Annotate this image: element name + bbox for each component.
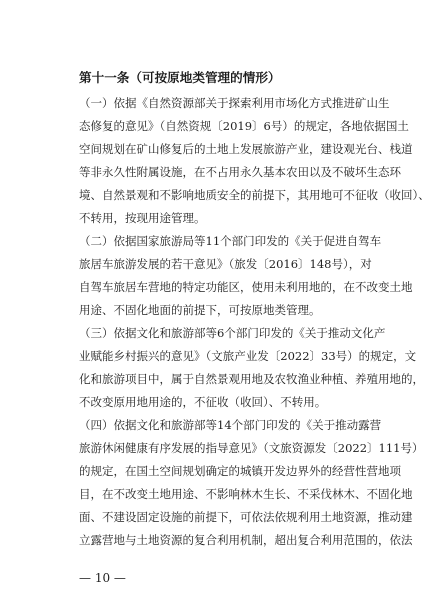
text-line: 态修复的意见》（自然资规〔2019〕6号）的规定，各地依据国土 <box>79 119 409 133</box>
text-line: 旅居车旅游发展的若干意见》（旅发〔2016〕148号），对 <box>79 257 372 271</box>
text-line: （三）依据文化和旅游部等6个部门印发的《关于推动文化产 <box>79 326 386 340</box>
text-line: 空间规划在矿山修复后的土地上发展旅游产业，建设观光台、栈道 <box>79 142 413 156</box>
text-line: （四）依据文化和旅游部等14个部门印发的《关于推动露营 <box>79 418 382 432</box>
text-line: 境、自然景观和不影响地质安全的前提下，其用地可不征收（收回）、 <box>79 188 430 202</box>
text-line: 面、不建设固定设施的前提下，可依法依规利用土地资源，推动建 <box>79 510 413 524</box>
text-line: 化和旅游项目中，属于自然景观用地及农牧渔业种植、养殖用地的， <box>79 372 424 386</box>
text-line: （一）依据《自然资源部关于探索利用市场化方式推进矿山生 <box>79 96 390 110</box>
text-line: 不改变原用地用途的，不征收（收回）、不转用。 <box>79 395 327 409</box>
text-line: 立露营地与土地资源的复合利用机制，超出复合利用范围的，依法 <box>79 533 413 547</box>
text-line: 不转用，按现用途管理。 <box>79 211 206 225</box>
text-line: 等非永久性附属设施，在不占用永久基本农田以及不破坏生态环 <box>79 165 401 179</box>
text-line: 旅游休闲健康有序发展的指导意见》（文旅资源发〔2022〕111号） <box>79 441 424 455</box>
text-line: （二）依据国家旅游局等11个部门印发的《关于促进自驾车 <box>79 234 382 248</box>
text-line: 的规定，在国土空间规划确定的城镇开发边界外的经营性营地项 <box>79 464 401 478</box>
text-line: 业赋能乡村振兴的意见》（文旅产业发〔2022〕33号）的规定，文 <box>79 349 417 363</box>
article-heading: 第十一条（可按原地类管理的情形） <box>79 70 281 85</box>
page-number: — 10 — <box>79 571 126 585</box>
text-line: 目，在不改变土地用途、不影响林木生长、不采伐林木、不固化地 <box>79 487 413 501</box>
text-line: 用途、不固化地面的前提下，可按原地类管理。 <box>79 303 321 317</box>
text-line: 自驾车旅居车营地的特定功能区，使用未利用地的，在不改变土地 <box>79 280 413 294</box>
